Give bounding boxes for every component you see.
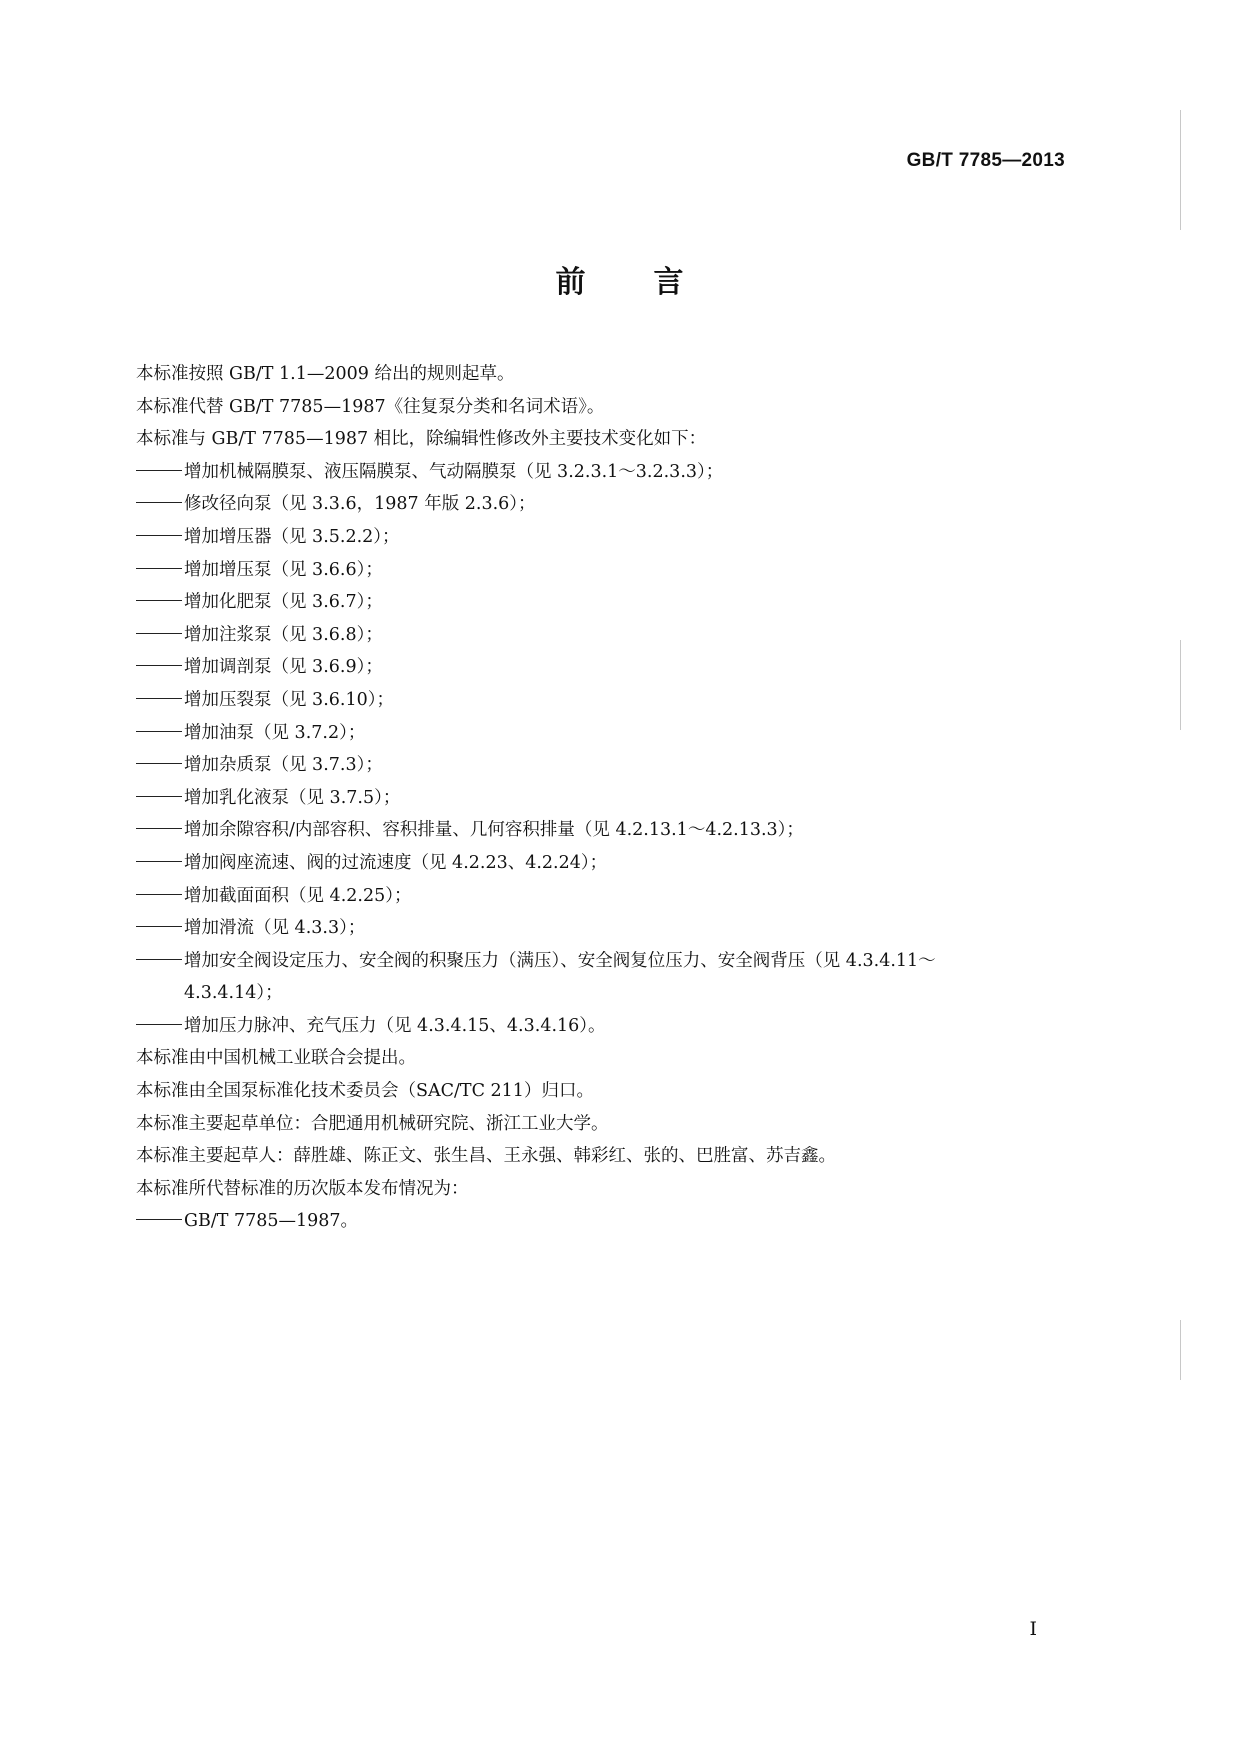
line-text: 增加阀座流速、阀的过流速度（见 4.2.23、4.2.24）； [184, 852, 608, 873]
line-text: 本标准所代替标准的历次版本发布情况为： [136, 1178, 469, 1199]
list-item [136, 912, 1076, 945]
line-text: 增加调剖泵（见 3.6.9）； [184, 657, 383, 678]
list-item [136, 880, 1076, 913]
line-text: 增加压力脉冲、充气压力（见 4.3.4.15、4.3.4.16）。 [184, 1015, 606, 1036]
page-number: I [1029, 1618, 1037, 1640]
line-text: 增加压裂泵（见 3.6.10）； [184, 689, 394, 710]
list-item [136, 749, 1076, 782]
em-dash-marker [136, 1024, 182, 1025]
list-item-continuation [136, 977, 1076, 1010]
paragraph-line [136, 1075, 1076, 1108]
list-item [136, 521, 1076, 554]
line-text: 增加增压器（见 3.5.2.2）； [184, 526, 400, 547]
em-dash-marker [136, 926, 182, 927]
line-text: 增加机械隔膜泵、液压隔膜泵、气动隔膜泵（见 3.2.3.1～3.2.3.3）； [184, 461, 724, 482]
list-item [136, 782, 1076, 815]
line-text: 增加油泵（见 3.7.2）； [184, 722, 366, 743]
em-dash-marker [136, 861, 182, 862]
list-item [136, 488, 1076, 521]
line-text: 4.3.4.14）； [184, 983, 283, 1004]
line-text: 增加化肥泵（见 3.6.7）； [184, 592, 383, 613]
list-item [136, 1010, 1076, 1043]
em-dash-marker [136, 894, 182, 895]
title-char-2: 言 [653, 265, 686, 300]
line-text: GB/T 7785—1987。 [184, 1211, 359, 1232]
em-dash-marker [136, 796, 182, 797]
line-text: 增加安全阀设定压力、安全阀的积聚压力（满压）、安全阀复位压力、安全阀背压（见 4.3.4.11～ [184, 950, 936, 971]
paragraph-line [136, 1173, 1076, 1206]
em-dash-marker [136, 828, 182, 829]
scan-edge-mark [1180, 640, 1181, 730]
list-item [136, 945, 1076, 978]
line-text: 增加增压泵（见 3.6.6）； [184, 559, 383, 580]
paragraph-line [136, 1042, 1076, 1075]
list-item [136, 651, 1076, 684]
list-item [136, 619, 1076, 652]
em-dash-marker [136, 470, 182, 471]
page-title [0, 257, 1241, 301]
line-text: 增加注浆泵（见 3.6.8）； [184, 624, 383, 645]
list-item [136, 456, 1076, 489]
em-dash-marker [136, 633, 182, 634]
line-text: 本标准代替 GB/T 7785—1987《往复泵分类和名词术语》。 [136, 396, 605, 417]
line-text: 增加滑流（见 4.3.3）； [184, 918, 366, 939]
list-item [136, 684, 1076, 717]
line-text: 本标准与 GB/T 7785—1987 相比，除编辑性修改外主要技术变化如下： [136, 429, 707, 450]
line-text: 本标准由全国泵标准化技术委员会（SAC/TC 211）归口。 [136, 1081, 594, 1102]
paragraph-line [136, 1140, 1076, 1173]
em-dash-marker [136, 665, 182, 666]
list-item [136, 586, 1076, 619]
list-item [136, 1205, 1076, 1238]
em-dash-marker [136, 731, 182, 732]
paragraph-line [136, 1108, 1076, 1141]
line-text: 增加杂质泵（见 3.7.3）； [184, 755, 383, 776]
line-text: 本标准主要起草单位：合肥通用机械研究院、浙江工业大学。 [136, 1113, 609, 1134]
title-char-1: 前 [555, 265, 588, 300]
paragraph-line [136, 358, 1076, 391]
line-text: 本标准按照 GB/T 1.1—2009 给出的规则起草。 [136, 364, 515, 384]
em-dash-marker [136, 600, 182, 601]
list-item [136, 717, 1076, 750]
scan-edge-mark [1180, 1320, 1181, 1380]
scan-edge-mark [1180, 110, 1181, 230]
list-item [136, 847, 1076, 880]
em-dash-marker [136, 1219, 182, 1220]
list-item [136, 814, 1076, 847]
line-text: 增加乳化液泵（见 3.7.5）； [184, 787, 401, 808]
line-text: 修改径向泵（见 3.3.6，1987 年版 2.3.6）； [184, 494, 536, 515]
em-dash-marker [136, 698, 182, 699]
list-item [136, 554, 1076, 587]
foreword-body [136, 358, 1076, 1238]
line-text: 增加截面面积（见 4.2.25）； [184, 885, 412, 906]
line-text: 增加余隙容积/内部容积、容积排量、几何容积排量（见 4.2.13.1～4.2.13.3）； [184, 820, 804, 841]
em-dash-marker [136, 535, 182, 536]
em-dash-marker [136, 502, 182, 503]
em-dash-marker [136, 568, 182, 569]
em-dash-marker [136, 763, 182, 764]
line-text: 本标准主要起草人：薛胜雄、陈正文、张生昌、王永强、韩彩红、张的、巴胜富、苏吉鑫。 [136, 1146, 836, 1167]
em-dash-marker [136, 959, 182, 960]
document-code: GB/T 7785—2013 [906, 150, 1065, 171]
paragraph-line [136, 423, 1076, 456]
line-text: 本标准由中国机械工业联合会提出。 [136, 1048, 416, 1069]
paragraph-line [136, 391, 1076, 424]
